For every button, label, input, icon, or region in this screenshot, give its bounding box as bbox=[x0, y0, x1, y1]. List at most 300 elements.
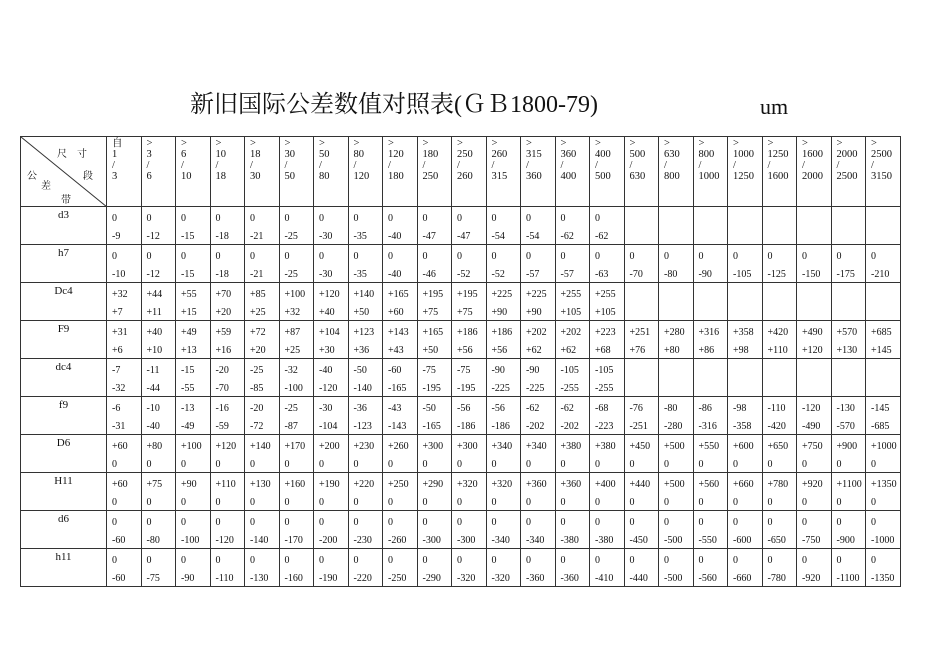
lower-deviation: 0 bbox=[802, 459, 807, 470]
deviation-cell bbox=[141, 435, 176, 473]
lower-deviation: -85 bbox=[250, 383, 264, 394]
lower-deviation: +80 bbox=[664, 345, 680, 356]
lower-deviation: -195 bbox=[422, 383, 441, 394]
deviation-cell bbox=[176, 245, 211, 283]
lower-deviation: -18 bbox=[215, 231, 229, 242]
lower-deviation: 0 bbox=[112, 459, 117, 470]
deviation-cell bbox=[176, 283, 211, 321]
lower-deviation: 0 bbox=[767, 497, 773, 508]
upper-deviation: +360 bbox=[560, 479, 582, 490]
deviation-cell bbox=[555, 397, 590, 435]
tolerance-row-D6 bbox=[21, 435, 901, 473]
lower-deviation: -560 bbox=[698, 573, 717, 584]
upper-deviation: -105 bbox=[560, 365, 579, 376]
upper-deviation: 0 bbox=[595, 213, 600, 224]
deviation-cell bbox=[555, 283, 590, 321]
upper-deviation: -86 bbox=[698, 403, 712, 414]
deviation-cell bbox=[521, 435, 556, 473]
range-part: 800 bbox=[664, 171, 680, 182]
deviation-cell bbox=[314, 245, 349, 283]
deviation-cell bbox=[555, 245, 590, 283]
deviation-cell bbox=[348, 321, 383, 359]
range-part: / bbox=[871, 160, 874, 171]
lower-deviation: -685 bbox=[871, 421, 890, 432]
deviation-cell bbox=[555, 511, 590, 549]
deviation-cell bbox=[797, 511, 832, 549]
upper-deviation: -130 bbox=[836, 403, 855, 414]
deviation-cell bbox=[659, 435, 694, 473]
lower-deviation: 0 bbox=[802, 497, 807, 508]
lower-deviation: -40 bbox=[388, 269, 402, 280]
deviation-cell bbox=[521, 549, 556, 587]
upper-deviation: -50 bbox=[353, 365, 367, 376]
range-part: 2500 bbox=[836, 171, 858, 182]
deviation-cell bbox=[348, 359, 383, 397]
upper-deviation: 0 bbox=[181, 251, 186, 262]
deviation-cell bbox=[797, 549, 832, 587]
deviation-cell bbox=[762, 359, 797, 397]
deviation-cell bbox=[624, 359, 659, 397]
deviation-cell bbox=[141, 511, 176, 549]
range-part: > bbox=[595, 138, 601, 149]
deviation-cell bbox=[383, 549, 418, 587]
range-part: 6 bbox=[181, 149, 187, 160]
deviation-cell bbox=[486, 283, 521, 321]
deviation-cell bbox=[314, 321, 349, 359]
deviation-cell bbox=[107, 473, 142, 511]
deviation-cell bbox=[693, 549, 728, 587]
deviation-cell bbox=[624, 511, 659, 549]
deviation-cell bbox=[176, 397, 211, 435]
lower-deviation: -120 bbox=[215, 535, 234, 546]
deviation-cell bbox=[141, 283, 176, 321]
deviation-cell bbox=[245, 321, 280, 359]
lower-deviation: -143 bbox=[388, 421, 407, 432]
lower-deviation: -410 bbox=[595, 573, 614, 584]
deviation-cell bbox=[762, 511, 797, 549]
lower-deviation: 0 bbox=[871, 497, 876, 508]
lower-deviation: -40 bbox=[388, 231, 402, 242]
upper-deviation: 0 bbox=[629, 517, 635, 528]
deviation-cell bbox=[659, 397, 694, 435]
upper-deviation: -56 bbox=[457, 403, 471, 414]
deviation-cell bbox=[659, 245, 694, 283]
upper-deviation: +290 bbox=[422, 479, 444, 490]
deviation-cell bbox=[417, 283, 452, 321]
upper-deviation: 0 bbox=[112, 213, 117, 224]
lower-deviation: -100 bbox=[181, 535, 200, 546]
upper-deviation: +750 bbox=[802, 441, 823, 452]
range-part: 6 bbox=[146, 171, 152, 182]
upper-deviation: 0 bbox=[215, 517, 221, 528]
upper-deviation: -15 bbox=[181, 365, 195, 376]
deviation-cell bbox=[486, 245, 521, 283]
range-part: / bbox=[250, 160, 253, 171]
deviation-cell bbox=[866, 473, 901, 511]
lower-deviation: -150 bbox=[802, 269, 821, 280]
upper-deviation: 0 bbox=[491, 555, 497, 566]
range-part: 1250 bbox=[767, 149, 789, 160]
upper-deviation: 0 bbox=[526, 555, 531, 566]
deviation-cell bbox=[141, 207, 176, 245]
upper-deviation: +900 bbox=[836, 441, 858, 452]
deviation-cell bbox=[555, 435, 590, 473]
upper-deviation: +560 bbox=[698, 479, 720, 490]
deviation-cell bbox=[210, 245, 245, 283]
deviation-cell bbox=[348, 283, 383, 321]
range-part: 1600 bbox=[767, 171, 789, 182]
deviation-cell bbox=[279, 473, 314, 511]
upper-deviation: 0 bbox=[422, 251, 428, 262]
deviation-cell bbox=[693, 397, 728, 435]
lower-deviation: +110 bbox=[767, 345, 788, 356]
deviation-cell bbox=[348, 397, 383, 435]
deviation-cell bbox=[314, 549, 349, 587]
deviation-cell bbox=[383, 207, 418, 245]
lower-deviation: +6 bbox=[112, 345, 123, 356]
lower-deviation: +40 bbox=[319, 307, 335, 318]
lower-deviation: 0 bbox=[836, 497, 842, 508]
upper-deviation: 0 bbox=[836, 555, 842, 566]
upper-deviation: 0 bbox=[560, 213, 566, 224]
lower-deviation: 0 bbox=[457, 497, 462, 508]
deviation-cell bbox=[693, 511, 728, 549]
range-part: 2000 bbox=[802, 171, 823, 182]
range-part: > bbox=[698, 138, 705, 149]
range-part: > bbox=[767, 138, 774, 149]
deviation-cell bbox=[486, 549, 521, 587]
upper-deviation: 0 bbox=[215, 555, 221, 566]
deviation-cell bbox=[693, 359, 728, 397]
deviation-cell bbox=[762, 549, 797, 587]
lower-deviation: 0 bbox=[733, 497, 738, 508]
deviation-cell bbox=[348, 245, 383, 283]
upper-deviation: -98 bbox=[733, 403, 747, 414]
lower-deviation: -316 bbox=[698, 421, 717, 432]
deviation-cell bbox=[176, 435, 211, 473]
lower-deviation: 0 bbox=[871, 459, 876, 470]
lower-deviation: -380 bbox=[560, 535, 579, 546]
upper-deviation: +170 bbox=[284, 441, 306, 452]
upper-deviation: 0 bbox=[319, 251, 324, 262]
deviation-cell bbox=[210, 359, 245, 397]
deviation-cell bbox=[417, 207, 452, 245]
tolerance-row-dc4 bbox=[21, 359, 901, 397]
range-header-22 bbox=[866, 137, 901, 207]
lower-deviation: +75 bbox=[422, 307, 439, 318]
upper-deviation: +40 bbox=[146, 327, 163, 338]
deviation-cell bbox=[555, 549, 590, 587]
range-part: / bbox=[560, 160, 564, 171]
range-part: 10 bbox=[181, 171, 192, 182]
lower-deviation: -920 bbox=[802, 573, 821, 584]
deviation-cell bbox=[279, 511, 314, 549]
lower-deviation: 0 bbox=[181, 459, 186, 470]
lower-deviation: +120 bbox=[802, 345, 823, 356]
deviation-cell bbox=[728, 397, 763, 435]
lower-deviation: +145 bbox=[871, 345, 892, 356]
deviation-cell bbox=[417, 549, 452, 587]
upper-deviation: +100 bbox=[181, 441, 202, 452]
lower-deviation: -25 bbox=[284, 269, 298, 280]
range-part: / bbox=[629, 160, 633, 171]
lower-deviation: +43 bbox=[388, 345, 404, 356]
lower-deviation: -59 bbox=[215, 421, 229, 432]
range-part: 630 bbox=[664, 149, 680, 160]
lower-deviation: -358 bbox=[733, 421, 752, 432]
deviation-cell bbox=[314, 435, 349, 473]
lower-deviation: +16 bbox=[215, 345, 232, 356]
upper-deviation: 0 bbox=[733, 251, 738, 262]
upper-deviation: +420 bbox=[767, 327, 789, 338]
upper-deviation: 0 bbox=[146, 213, 152, 224]
lower-deviation: -40 bbox=[146, 421, 160, 432]
lower-deviation: -12 bbox=[146, 269, 160, 280]
upper-deviation: 0 bbox=[802, 251, 807, 262]
lower-deviation: 0 bbox=[146, 497, 152, 508]
deviation-cell bbox=[452, 359, 487, 397]
upper-deviation: +55 bbox=[181, 289, 197, 300]
upper-deviation: 0 bbox=[284, 517, 290, 528]
lower-deviation: 0 bbox=[629, 497, 635, 508]
lower-deviation: 0 bbox=[698, 497, 704, 508]
range-part: / bbox=[595, 160, 598, 171]
lower-deviation: 0 bbox=[733, 459, 738, 470]
lower-deviation: 0 bbox=[595, 459, 600, 470]
corner-label-bottom-left: 差 bbox=[41, 181, 51, 192]
upper-deviation: 0 bbox=[181, 555, 186, 566]
deviation-cell bbox=[866, 207, 901, 245]
deviation-cell bbox=[107, 245, 142, 283]
deviation-cell bbox=[797, 207, 832, 245]
deviation-cell bbox=[693, 245, 728, 283]
range-part: > bbox=[319, 138, 325, 149]
lower-deviation: -255 bbox=[595, 383, 614, 394]
lower-deviation: +62 bbox=[560, 345, 577, 356]
deviation-cell bbox=[728, 283, 763, 321]
deviation-cell bbox=[590, 207, 625, 245]
range-part: 315 bbox=[526, 149, 542, 160]
upper-deviation: 0 bbox=[146, 555, 152, 566]
upper-deviation: +44 bbox=[146, 289, 163, 300]
deviation-cell bbox=[728, 435, 763, 473]
deviation-cell bbox=[279, 321, 314, 359]
upper-deviation: +260 bbox=[388, 441, 409, 452]
upper-deviation: 0 bbox=[319, 517, 324, 528]
range-part: 360 bbox=[526, 171, 542, 182]
range-header-3 bbox=[210, 137, 245, 207]
deviation-cell bbox=[728, 549, 763, 587]
corner-header bbox=[21, 137, 107, 207]
range-part: / bbox=[698, 160, 702, 171]
deviation-cell bbox=[107, 397, 142, 435]
lower-deviation: +50 bbox=[353, 307, 370, 318]
deviation-cell bbox=[176, 549, 211, 587]
deviation-cell bbox=[555, 473, 590, 511]
deviation-cell bbox=[452, 435, 487, 473]
deviation-cell bbox=[624, 245, 659, 283]
lower-deviation: -300 bbox=[422, 535, 441, 546]
lower-deviation: -1000 bbox=[871, 535, 895, 546]
deviation-cell bbox=[797, 435, 832, 473]
lower-deviation: -250 bbox=[388, 573, 407, 584]
lower-deviation: -650 bbox=[767, 535, 786, 546]
range-part: > bbox=[284, 138, 291, 149]
upper-deviation: +320 bbox=[491, 479, 513, 490]
range-part: 120 bbox=[388, 149, 404, 160]
deviation-cell bbox=[452, 473, 487, 511]
deviation-cell bbox=[797, 359, 832, 397]
upper-deviation: -43 bbox=[388, 403, 402, 414]
lower-deviation: -225 bbox=[491, 383, 510, 394]
deviation-cell bbox=[624, 207, 659, 245]
lower-deviation: +25 bbox=[250, 307, 266, 318]
upper-deviation: 0 bbox=[457, 555, 462, 566]
upper-deviation: 0 bbox=[560, 251, 566, 262]
upper-deviation: +202 bbox=[526, 327, 547, 338]
upper-deviation: +360 bbox=[526, 479, 547, 490]
deviation-cell bbox=[831, 511, 866, 549]
deviation-cell bbox=[176, 207, 211, 245]
deviation-cell bbox=[486, 359, 521, 397]
upper-deviation: +32 bbox=[112, 289, 128, 300]
lower-deviation: -500 bbox=[664, 535, 683, 546]
upper-deviation: +340 bbox=[526, 441, 547, 452]
deviation-cell bbox=[417, 359, 452, 397]
upper-deviation: -110 bbox=[767, 403, 786, 414]
deviation-cell bbox=[383, 283, 418, 321]
upper-deviation: -11 bbox=[146, 365, 160, 376]
lower-deviation: -72 bbox=[250, 421, 264, 432]
range-part: 2000 bbox=[836, 149, 858, 160]
deviation-cell bbox=[141, 245, 176, 283]
upper-deviation: 0 bbox=[319, 213, 324, 224]
lower-deviation: -9 bbox=[112, 231, 121, 242]
range-part: 3 bbox=[112, 171, 118, 182]
upper-deviation: 0 bbox=[491, 517, 497, 528]
lower-deviation: -90 bbox=[698, 269, 712, 280]
lower-deviation: -57 bbox=[526, 269, 540, 280]
upper-deviation: +1000 bbox=[871, 441, 897, 452]
upper-deviation: 0 bbox=[871, 517, 876, 528]
range-part: 250 bbox=[457, 149, 473, 160]
deviation-cell bbox=[314, 283, 349, 321]
upper-deviation: +230 bbox=[353, 441, 375, 452]
deviation-cell bbox=[348, 435, 383, 473]
deviation-cell bbox=[279, 549, 314, 587]
deviation-cell bbox=[866, 397, 901, 435]
range-part: / bbox=[353, 160, 357, 171]
upper-deviation: +223 bbox=[595, 327, 616, 338]
range-part: 800 bbox=[698, 149, 715, 160]
deviation-cell bbox=[590, 435, 625, 473]
upper-deviation: 0 bbox=[767, 555, 773, 566]
lower-deviation: +86 bbox=[698, 345, 715, 356]
upper-deviation: +570 bbox=[836, 327, 858, 338]
range-part: / bbox=[181, 160, 184, 171]
upper-deviation: +440 bbox=[629, 479, 651, 490]
deviation-cell bbox=[245, 207, 280, 245]
upper-deviation: 0 bbox=[664, 517, 669, 528]
lower-deviation: -31 bbox=[112, 421, 126, 432]
lower-deviation: -60 bbox=[112, 573, 126, 584]
upper-deviation: 0 bbox=[353, 555, 359, 566]
lower-deviation: -360 bbox=[526, 573, 545, 584]
deviation-cell bbox=[107, 511, 142, 549]
range-part: > bbox=[802, 138, 808, 149]
range-part: 2500 bbox=[871, 149, 892, 160]
deviation-cell bbox=[348, 511, 383, 549]
lower-deviation: -660 bbox=[733, 573, 752, 584]
range-part: 630 bbox=[629, 171, 646, 182]
deviation-cell bbox=[624, 473, 659, 511]
lower-deviation: -140 bbox=[353, 383, 372, 394]
upper-deviation: +195 bbox=[422, 289, 444, 300]
tolerance-zone-label: Dc4 bbox=[21, 283, 107, 321]
range-part: 1000 bbox=[698, 171, 720, 182]
lower-deviation: -160 bbox=[284, 573, 303, 584]
upper-deviation: 0 bbox=[319, 555, 324, 566]
upper-deviation: +130 bbox=[250, 479, 271, 490]
range-part: > bbox=[215, 138, 222, 149]
upper-deviation: -36 bbox=[353, 403, 367, 414]
lower-deviation: 0 bbox=[560, 497, 566, 508]
upper-deviation: +186 bbox=[457, 327, 478, 338]
upper-deviation: 0 bbox=[733, 555, 738, 566]
range-part: 400 bbox=[560, 171, 577, 182]
deviation-cell bbox=[452, 207, 487, 245]
deviation-cell bbox=[659, 359, 694, 397]
upper-deviation: +380 bbox=[560, 441, 582, 452]
upper-deviation: +59 bbox=[215, 327, 232, 338]
lower-deviation: -30 bbox=[319, 231, 333, 242]
deviation-cell bbox=[762, 321, 797, 359]
deviation-cell bbox=[417, 397, 452, 435]
lower-deviation: -260 bbox=[388, 535, 407, 546]
lower-deviation: -251 bbox=[629, 421, 648, 432]
range-part: 180 bbox=[422, 149, 439, 160]
deviation-cell bbox=[590, 321, 625, 359]
upper-deviation: -25 bbox=[284, 403, 298, 414]
tolerance-row-d6 bbox=[21, 511, 901, 549]
deviation-cell bbox=[624, 435, 659, 473]
range-header-1 bbox=[141, 137, 176, 207]
lower-deviation: -320 bbox=[457, 573, 476, 584]
range-part: 260 bbox=[457, 171, 473, 182]
page-title: 新旧国际公差数值对照表(ＧＢ1800-79) bbox=[190, 92, 598, 118]
lower-deviation: 0 bbox=[491, 497, 497, 508]
upper-deviation: +255 bbox=[595, 289, 616, 300]
range-part: > bbox=[353, 138, 360, 149]
upper-deviation: +300 bbox=[422, 441, 444, 452]
upper-deviation: 0 bbox=[767, 517, 773, 528]
lower-deviation: +90 bbox=[491, 307, 508, 318]
range-part: / bbox=[767, 160, 771, 171]
upper-deviation: 0 bbox=[733, 517, 738, 528]
upper-deviation: -20 bbox=[250, 403, 264, 414]
deviation-cell bbox=[555, 207, 590, 245]
upper-deviation: +60 bbox=[112, 479, 128, 490]
upper-deviation: +31 bbox=[112, 327, 128, 338]
range-part: / bbox=[146, 160, 150, 171]
upper-deviation: -76 bbox=[629, 403, 643, 414]
range-part: / bbox=[215, 160, 219, 171]
lower-deviation: 0 bbox=[526, 459, 531, 470]
deviation-cell bbox=[659, 321, 694, 359]
upper-deviation: +1350 bbox=[871, 479, 897, 490]
lower-deviation: -52 bbox=[491, 269, 505, 280]
range-part: 1250 bbox=[733, 171, 754, 182]
